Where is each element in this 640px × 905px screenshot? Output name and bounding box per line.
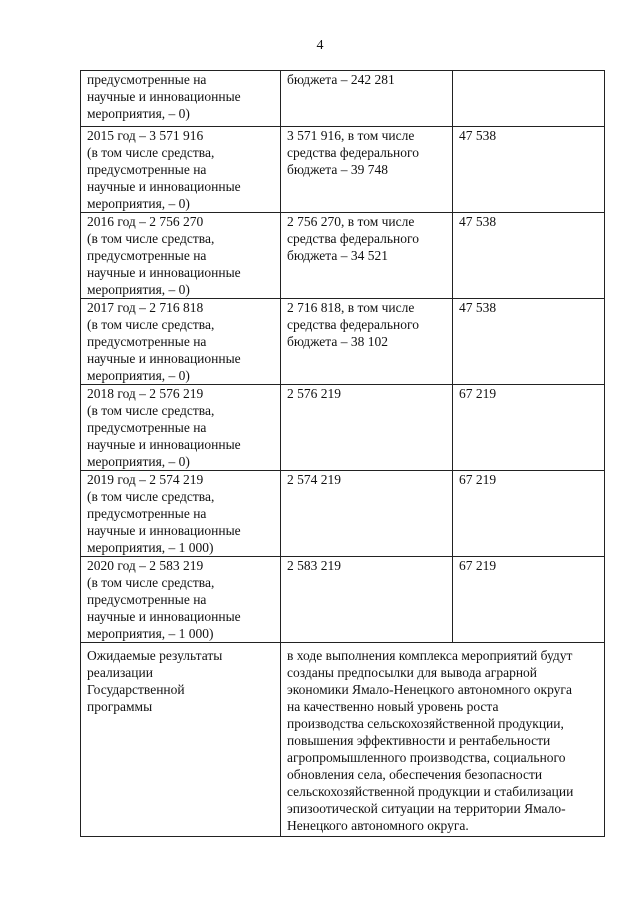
cell-line: научные и инновационные [87,265,241,280]
year-total-cell [81,385,281,471]
cell-line: бюджета – 38 102 [287,334,388,349]
year-total-cell [81,299,281,385]
cell-line: (в том числе средства, [87,231,215,246]
cell-line: мероприятия, – 0) [87,282,190,297]
cell-line: 2 576 219 [287,386,341,401]
municipal-cell [453,299,605,385]
year-total-cell [81,127,281,213]
cell-line: средства федерального [287,317,419,332]
cell-line: научные и инновационные [87,609,241,624]
table-row [81,557,605,643]
cell-line: средства федерального [287,145,419,160]
page-number: 4 [316,38,324,53]
cell-line: экономики Ямало-Ненецкого автономного округа [287,682,572,697]
cell-line: сельскохозяйственной продукции и стабилизации [287,784,574,799]
cell-line: бюджета – 242 281 [287,72,395,87]
cell-line: (в том числе средства, [87,403,215,418]
cell-line: научные и инновационные [87,89,241,104]
cell-line: предусмотренные на [87,334,207,349]
table-row [81,299,605,385]
cell-line: 2 583 219 [287,558,341,573]
cell-line: (в том числе средства, [87,489,215,504]
cell-line: 3 571 916, в том числе [287,128,415,143]
cell-line: агропромышленного производства, социального [287,750,566,765]
cell-line: предусмотренные на [87,592,207,607]
cell-line: (в том числе средства, [87,145,215,160]
cell-line: реализации [87,665,153,680]
municipal-cell [453,557,605,643]
cell-line: научные и инновационные [87,523,241,538]
municipal-cell [453,471,605,557]
cell-line: предусмотренные на [87,506,207,521]
cell-line: мероприятия, – 0) [87,106,190,121]
cell-line: предусмотренные на [87,420,207,435]
table-row [81,385,605,471]
cell-line: мероприятия, – 1 000) [87,626,214,641]
district-budget-cell [281,213,453,299]
cell-line: 67 219 [459,558,497,573]
district-budget-cell [281,299,453,385]
cell-line: 2016 год – 2 756 270 [87,214,204,229]
cell-line: средства федерального [287,231,419,246]
cell-line: повышения эффективности и рентабельности [287,733,551,748]
cell-line: 67 219 [459,472,497,487]
cell-line: мероприятия, – 0) [87,196,190,211]
cell-line: 2 574 219 [287,472,341,487]
cell-line: 2017 год – 2 716 818 [87,300,204,315]
cell-line: научные и инновационные [87,351,241,366]
table-row [81,127,605,213]
cell-line: научные и инновационные [87,437,241,452]
cell-line: 2 756 270, в том числе [287,214,415,229]
table-row [81,213,605,299]
expected-results-label [81,643,281,837]
district-budget-cell [281,557,453,643]
year-total-cell [81,471,281,557]
table-row [81,471,605,557]
cell-line: 2019 год – 2 574 219 [87,472,204,487]
municipal-cell [453,213,605,299]
district-budget-cell [281,71,453,127]
cell-line: предусмотренные на [87,72,207,87]
cell-line: 2015 год – 3 571 916 [87,128,204,143]
expected-results-row [81,643,605,837]
cell-line: мероприятия, – 0) [87,368,190,383]
cell-line: бюджета – 39 748 [287,162,388,177]
cell-line: мероприятия, – 0) [87,454,190,469]
cell-line: 47 538 [459,128,497,143]
cell-line: обновления села, обеспечения безопасности [287,767,543,782]
expected-results-text [281,643,605,837]
municipal-cell [453,385,605,471]
district-budget-cell [281,471,453,557]
year-total-cell [81,71,281,127]
cell-line: 2018 год – 2 576 219 [87,386,204,401]
cell-line: программы [87,699,153,714]
cell-line: созданы предпосылки для вывода аграрной [287,665,538,680]
cell-line: Ожидаемые результаты [87,648,223,663]
cell-line: предусмотренные на [87,248,207,263]
cell-line: производства сельскохозяйственной продукции, [287,716,564,731]
district-budget-cell [281,385,453,471]
cell-line: в ходе выполнения комплекса мероприятий будут [287,648,573,663]
cell-line: 67 219 [459,386,497,401]
cell-line: на качественно новый уровень роста [287,699,499,714]
cell-line: (в том числе средства, [87,575,215,590]
budget-table-body [81,71,605,837]
cell-line: бюджета – 34 521 [287,248,388,263]
table-row [81,71,605,127]
cell-line: 2020 год – 2 583 219 [87,558,204,573]
cell-line: (в том числе средства, [87,317,215,332]
cell-line: Государственной [87,682,185,697]
cell-line: 47 538 [459,214,497,229]
municipal-cell [453,127,605,213]
budget-table [80,70,605,837]
year-total-cell [81,213,281,299]
cell-line: эпизоотической ситуации на территории Ямало- [287,801,566,816]
year-total-cell [81,557,281,643]
cell-line: 47 538 [459,300,497,315]
cell-line: 2 716 818, в том числе [287,300,415,315]
cell-line: Ненецкого автономного округа. [287,818,469,833]
cell-line: научные и инновационные [87,179,241,194]
district-budget-cell [281,127,453,213]
municipal-cell [453,71,605,127]
cell-line: предусмотренные на [87,162,207,177]
cell-line: мероприятия, – 1 000) [87,540,214,555]
